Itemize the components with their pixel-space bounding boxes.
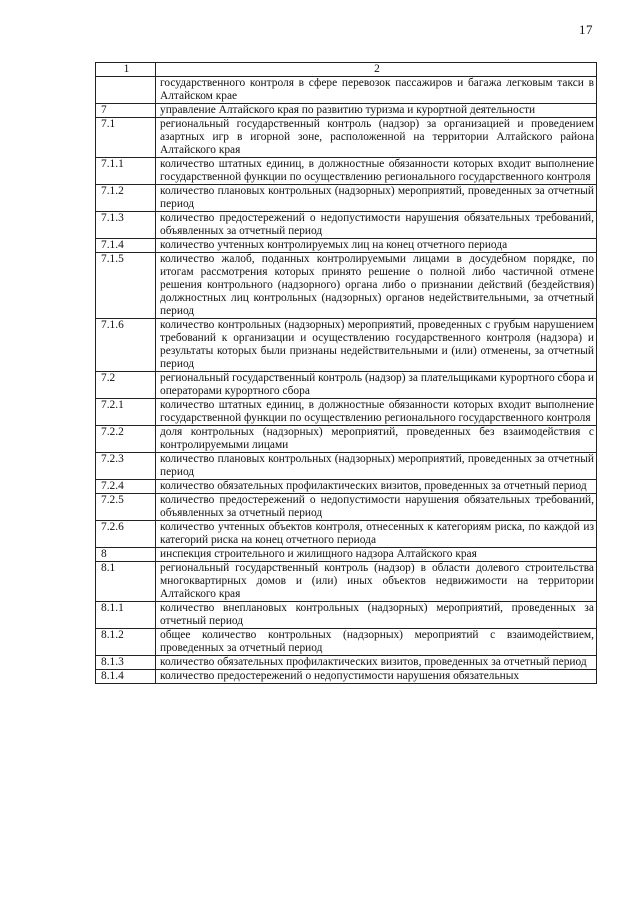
row-text: доля контрольных (надзорных) мероприятий, проведенных без взаимодействия с контролируемыми лицами <box>156 426 597 453</box>
row-number: 7.1.1 <box>96 158 156 185</box>
row-text: количество плановых контрольных (надзорных) мероприятий, проведенных за отчетный период <box>156 453 597 480</box>
row-number: 7 <box>96 104 156 118</box>
row-number: 7.1.4 <box>96 239 156 253</box>
column-header-1: 1 <box>96 63 156 77</box>
row-text: количество штатных единиц, в должностные обязанности которых входит выполнение государственной функции по осуществлению регионального государственного контроля <box>156 399 597 426</box>
row-number: 7.2.6 <box>96 521 156 548</box>
row-text: количество предостережений о недопустимости нарушения обязательных <box>156 670 597 684</box>
row-text: количество обязательных профилактических визитов, проведенных за отчетный период <box>156 656 597 670</box>
table-row <box>96 602 597 629</box>
table-row <box>96 656 597 670</box>
row-text: количество штатных единиц, в должностные обязанности которых входит выполнение государственной функции по осуществлению регионального государственного контроля <box>156 158 597 185</box>
row-text: региональный государственный контроль (надзор) за организацией и проведением азартных игр в игорной зоне, расположенной на территории Алтайского района Алтайского края <box>156 118 597 158</box>
indicators-table <box>95 62 597 684</box>
table-row <box>96 629 597 656</box>
row-number: 7.1.5 <box>96 253 156 319</box>
row-number: 7.1.6 <box>96 319 156 372</box>
row-number: 7.2.2 <box>96 426 156 453</box>
table-header-row <box>96 63 597 77</box>
table-row <box>96 253 597 319</box>
row-number: 7.2.3 <box>96 453 156 480</box>
row-text: региональный государственный контроль (надзор) за плательщиками курортного сбора и операторами курортного сбора <box>156 372 597 399</box>
row-text: общее количество контрольных (надзорных) мероприятий с взаимодействием, проведенных за отчетный период <box>156 629 597 656</box>
row-text: количество плановых контрольных (надзорных) мероприятий, проведенных за отчетный период <box>156 185 597 212</box>
column-header-2: 2 <box>156 63 597 77</box>
table-row <box>96 239 597 253</box>
row-text: количество контрольных (надзорных) мероприятий, проведенных с грубым нарушением требований к организации и осуществлению государственного контроля (надзора) и результаты которых были признаны недействительными и (или) отменены, за отчетный период <box>156 319 597 372</box>
row-number: 8.1.4 <box>96 670 156 684</box>
table-row <box>96 548 597 562</box>
row-number: 8 <box>96 548 156 562</box>
row-text: количество жалоб, поданных контролируемыми лицами в досудебном порядке, по итогам рассмотрения которых принято решение о полной либо частичной отмене решения контрольного (надзорного) органа либо о признании действий (бездействия) должностных лиц контрольных (надзорных) органов недействительными, за отчетный период <box>156 253 597 319</box>
table-row <box>96 453 597 480</box>
table-row <box>96 372 597 399</box>
table-row <box>96 521 597 548</box>
row-text: государственного контроля в сфере перевозок пассажиров и багажа легковым такси в Алтайском крае <box>156 77 597 104</box>
row-text: количество предостережений о недопустимости нарушения обязательных требований, объявленных за отчетный период <box>156 212 597 239</box>
row-number <box>96 77 156 104</box>
row-text: инспекция строительного и жилищного надзора Алтайского края <box>156 548 597 562</box>
table-row <box>96 118 597 158</box>
table-row <box>96 562 597 602</box>
row-text: количество обязательных профилактических визитов, проведенных за отчетный период <box>156 480 597 494</box>
row-number: 8.1.1 <box>96 602 156 629</box>
row-number: 7.2.5 <box>96 494 156 521</box>
table-row <box>96 185 597 212</box>
table-row <box>96 399 597 426</box>
table-row <box>96 670 597 684</box>
row-number: 7.1.3 <box>96 212 156 239</box>
row-number: 7.2.4 <box>96 480 156 494</box>
row-text: управление Алтайского края по развитию туризма и курортной деятельности <box>156 104 597 118</box>
row-text: количество учтенных контролируемых лиц на конец отчетного периода <box>156 239 597 253</box>
row-number: 7.1 <box>96 118 156 158</box>
table-row <box>96 494 597 521</box>
table-row <box>96 426 597 453</box>
row-number: 7.2.1 <box>96 399 156 426</box>
table-row <box>96 104 597 118</box>
table-row <box>96 158 597 185</box>
table-body <box>96 77 597 684</box>
page-number: 17 <box>579 22 593 37</box>
table-row <box>96 77 597 104</box>
row-number: 8.1 <box>96 562 156 602</box>
row-number: 7.1.2 <box>96 185 156 212</box>
row-text: региональный государственный контроль (надзор) в области долевого строительства многоквартирных домов и (или) иных объектов недвижимости на территории Алтайского края <box>156 562 597 602</box>
row-text: количество предостережений о недопустимости нарушения обязательных требований, объявленных за отчетный период <box>156 494 597 521</box>
row-number: 8.1.3 <box>96 656 156 670</box>
table-row <box>96 212 597 239</box>
table-row <box>96 319 597 372</box>
row-text: количество учтенных объектов контроля, отнесенных к категориям риска, по каждой из категорий риска на конец отчетного периода <box>156 521 597 548</box>
row-number: 8.1.2 <box>96 629 156 656</box>
row-number: 7.2 <box>96 372 156 399</box>
row-text: количество внеплановых контрольных (надзорных) мероприятий, проведенных за отчетный период <box>156 602 597 629</box>
table-row <box>96 480 597 494</box>
